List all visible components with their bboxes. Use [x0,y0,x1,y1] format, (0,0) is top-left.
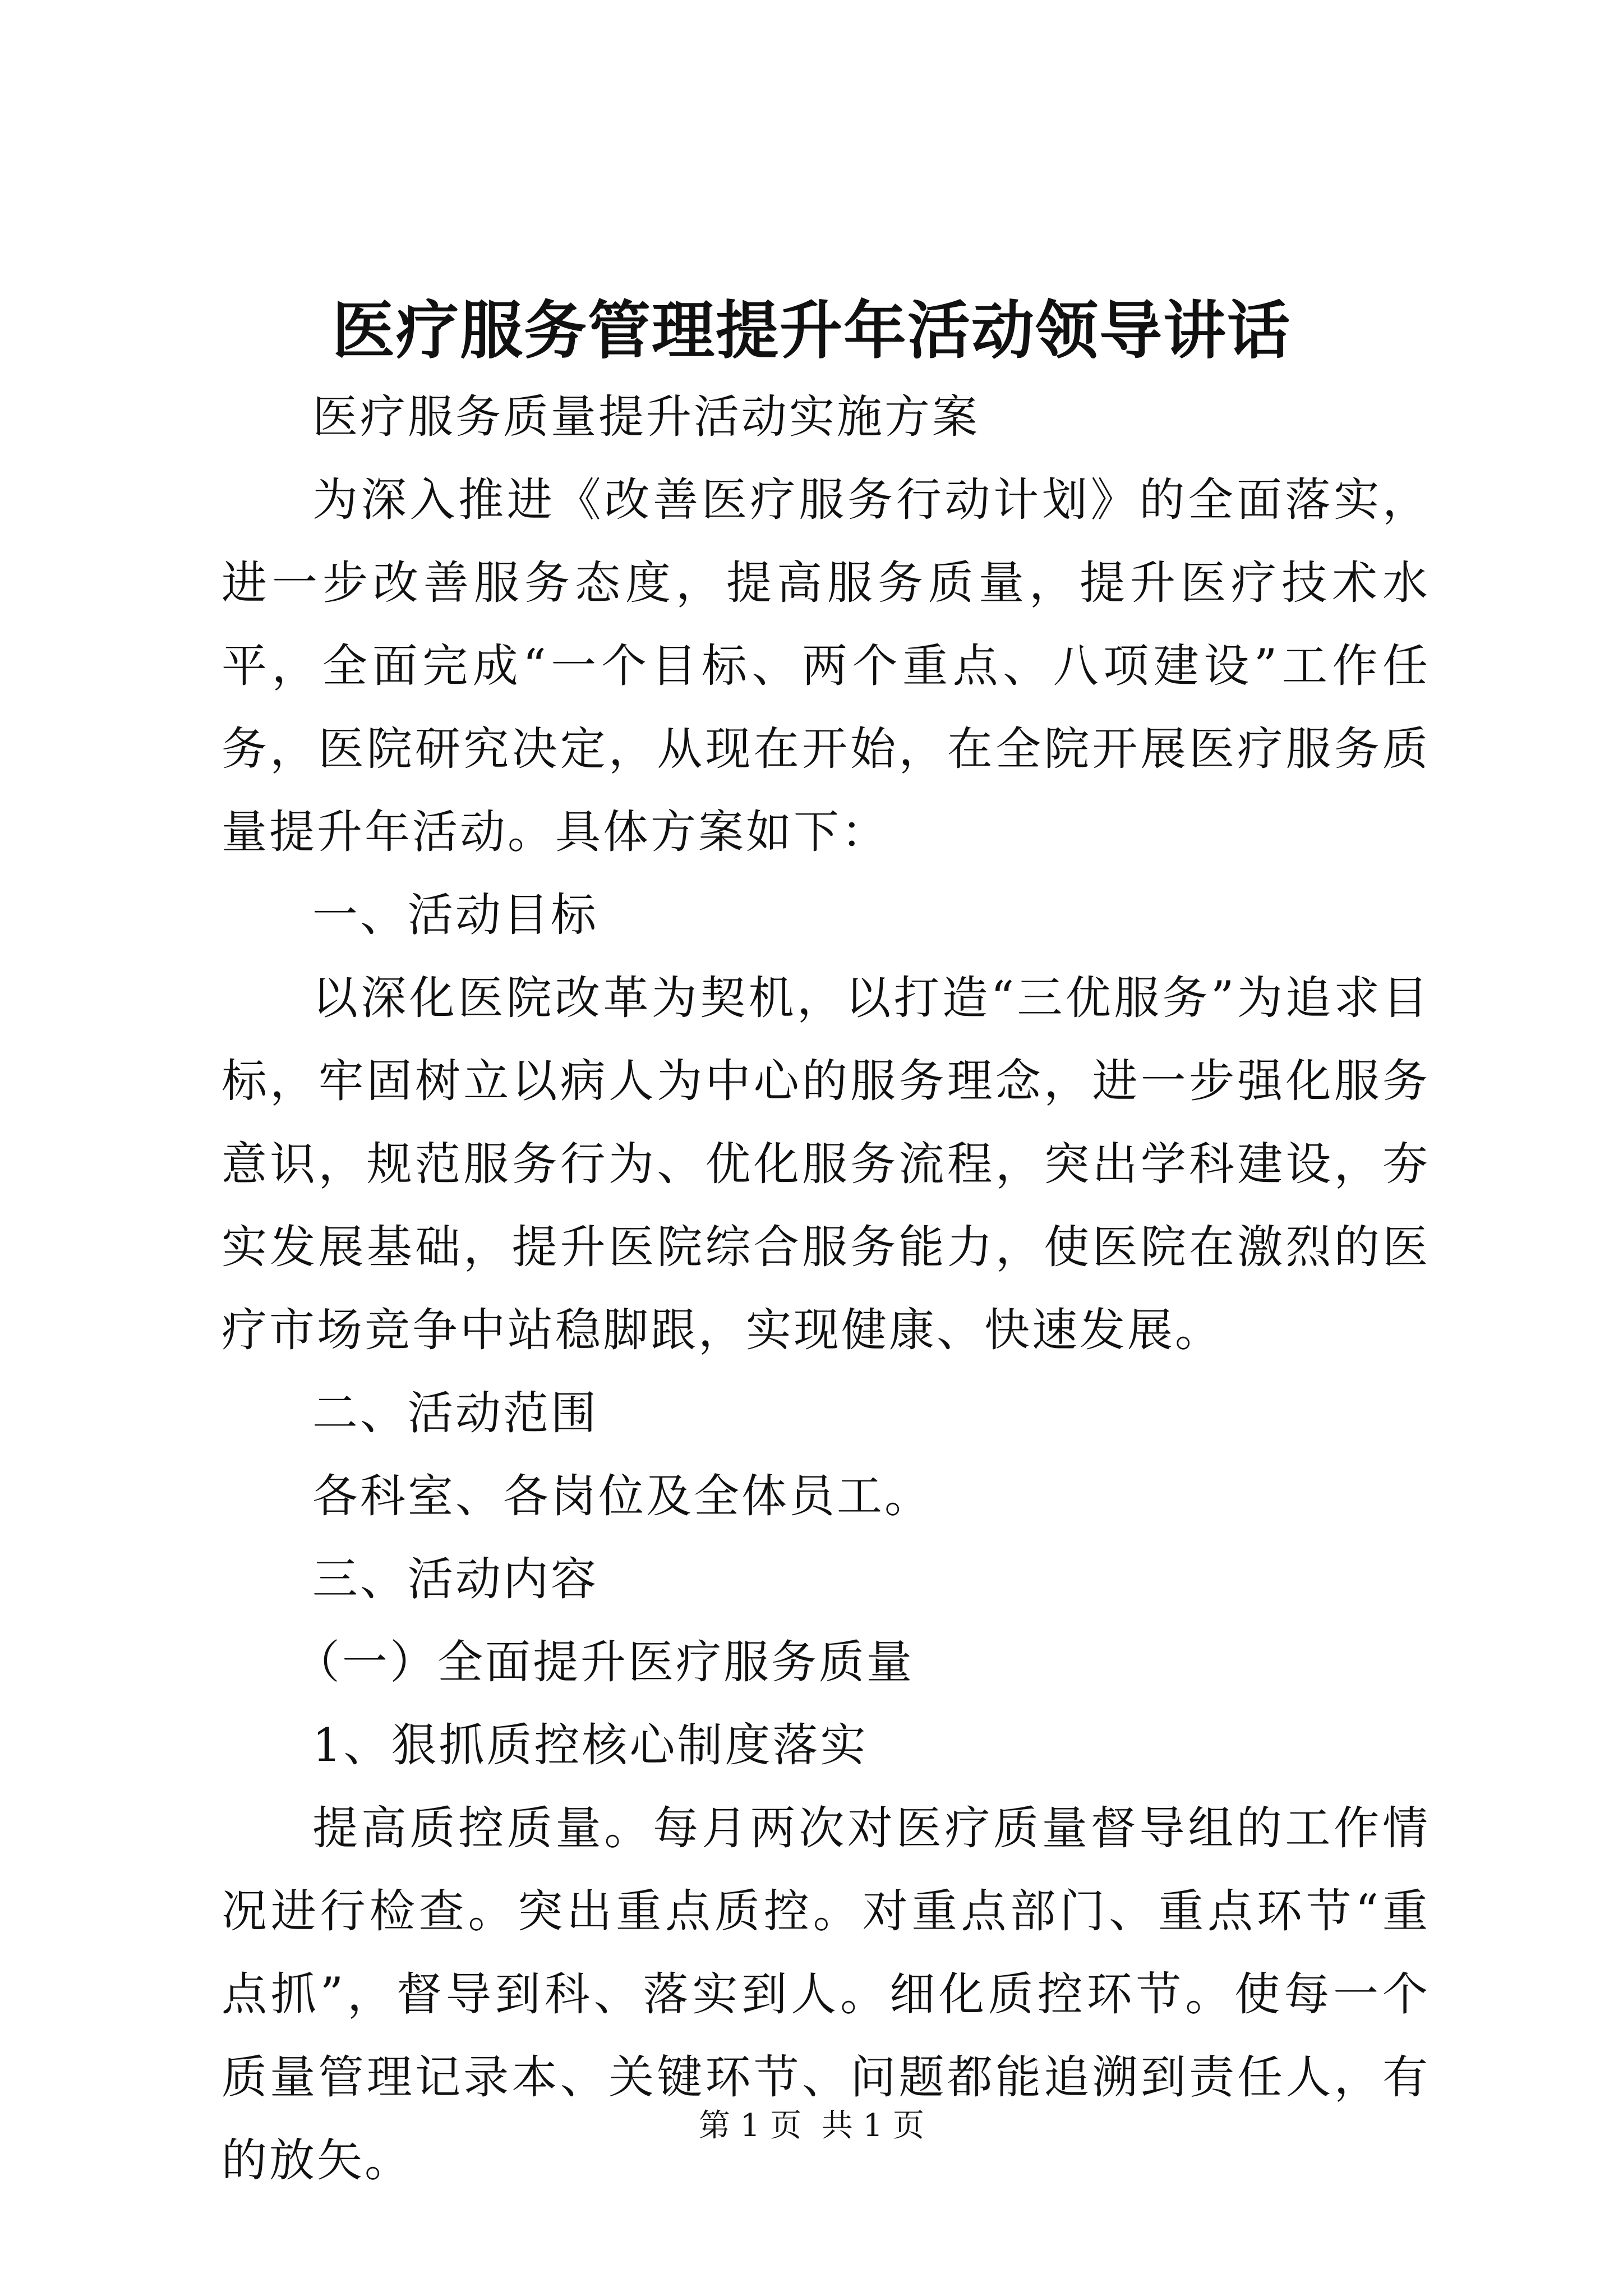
document-title: 医疗服务管理提升年活动领导讲话 [332,294,1291,367]
item-heading-quality-control: 1、狠抓质控核心制度落实 [312,1719,868,1772]
page-total: 共 1 页 [821,2108,925,2144]
subsection-heading-quality: （一）全面提升医疗服务质量 [294,1636,915,1689]
intro-paragraph: 为深入推进《改善医疗服务行动计划》的全面落实，进一步改善服务态度，提高服务质量，提升医疗技术水平，全面完成“一个目标、两个重点、八项建设”工作任务，医院研究决定，从现在开始，在全院开展医疗服务质量提升年活动。具体方案如下： [222,474,1430,859]
page-footer [0,2106,1623,2146]
quality-control-paragraph: 提高质控质量。每月两次对医疗质量督导组的工作情况进行检查。突出重点质控。对重点部门、重点环节“重点抓”，督导到科、落实到人。细化质控环节。使每一个质量管理记录本、关键环节、问题都能追溯到责任人，有的放矢。 [222,1802,1430,2187]
document-body [222,376,1430,2202]
section-heading-content: 三、活动内容 [312,1553,599,1606]
subtitle-paragraph: 医疗服务质量提升活动实施方案 [312,391,980,444]
goals-paragraph: 以深化医院改革为契机，以打造“三优服务”为追求目标，牢固树立以病人为中心的服务理念，进一步强化服务意识，规范服务行为、优化服务流程，突出学科建设，夯实发展基础，提升医院综合服务能力，使医院在激烈的医疗市场竞争中站稳脚跟，实现健康、快速发展。 [222,972,1430,1357]
page-number: 第 1 页 [698,2108,802,2144]
section-heading-goals: 一、活动目标 [312,889,599,942]
section-heading-scope: 二、活动范围 [312,1387,599,1440]
scope-paragraph: 各科室、各岗位及全体员工。 [312,1470,933,1523]
